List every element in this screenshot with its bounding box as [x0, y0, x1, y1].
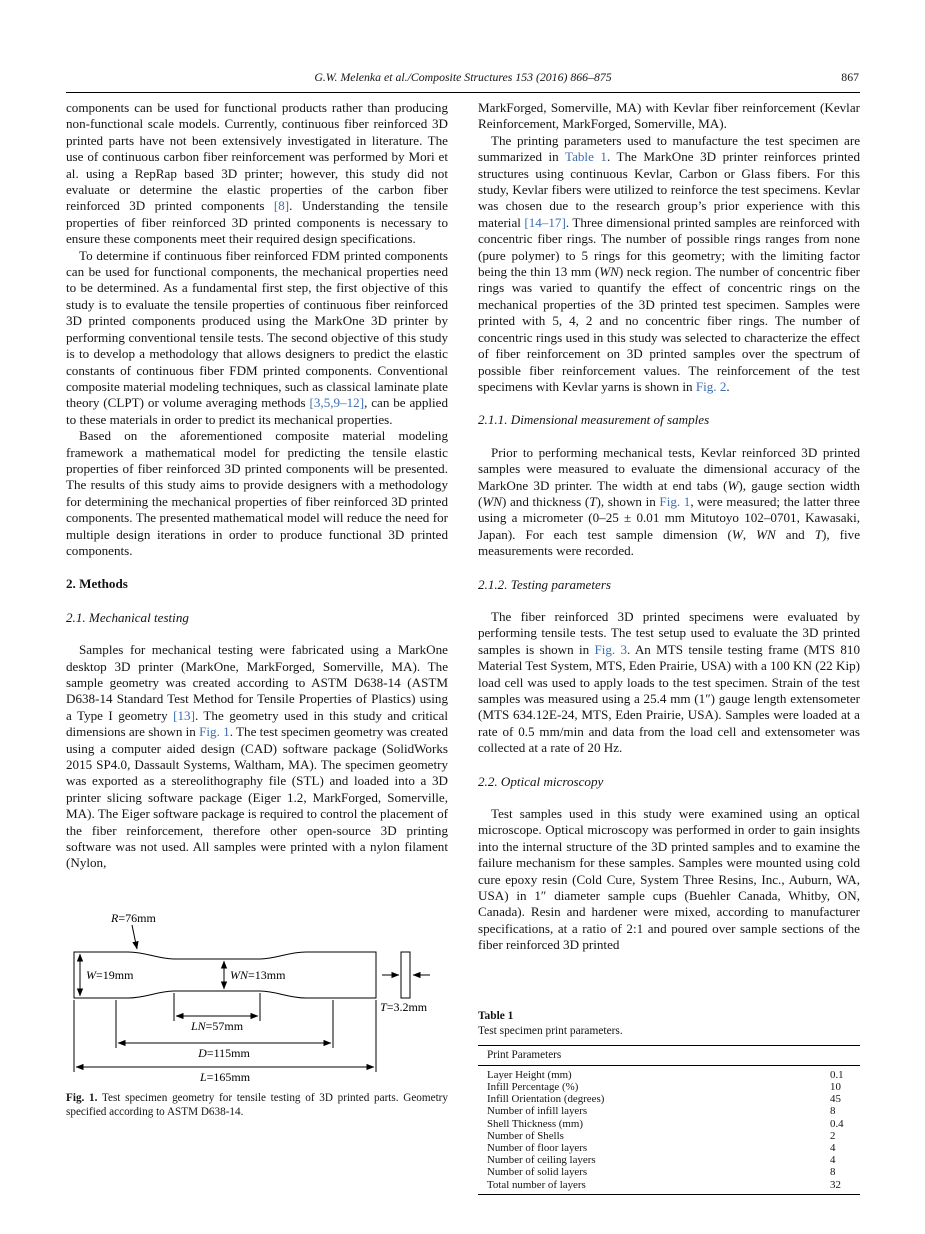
variable-symbol: T: [589, 493, 597, 509]
paragraph: [478, 100, 860, 133]
parameter-value-cell: 8: [830, 1166, 836, 1179]
variable-symbol: W: [727, 477, 739, 493]
right-column: [478, 100, 860, 1195]
table-row: [478, 1105, 860, 1117]
text-run: .: [726, 378, 730, 394]
citation-link[interactable]: Fig. 3: [594, 641, 628, 657]
text-run: and: [775, 526, 815, 542]
table-row: [478, 1154, 860, 1166]
parameter-name-cell: Number of solid layers: [487, 1166, 588, 1179]
parameter-name-cell: Layer Height (mm): [487, 1068, 572, 1081]
table-row: [478, 1130, 860, 1142]
text-run: To determine if continuous fiber reinforced FDM printed components can be used for functional components, the mechanical properties need to be determined. As a fundamental first step, the first objective of this study is to evaluate the tensile properties of continuous fiber reinforced 3D printed components produced using the MarkOne 3D printer by performing conventional tensile tests. The second objective of this study is to develop a methodology that allows designers to predict the elastic constants of continuous fiber FDM printed components. Conventional composite material modeling techniques, such as classical laminate plate theory (CLPT) or volume averaging methods: [66, 247, 448, 411]
text-run: . The MarkOne 3D printer reinforces printed structures using continuous Kevlar, Carbon or Glass fibers. For this study, Kevlar fibers were utilized to reinforce the test specimens. Kevlar was chosen due to the research group’s prior experience with this material: [478, 149, 860, 230]
paragraph: [478, 445, 860, 560]
subsection-heading: 2.1. Mechanical testing: [66, 609, 189, 625]
dim-label-W: W=19mm: [86, 967, 134, 982]
text-run: Test samples used in this study were examined using an optical microscope. Optical microscopy was performed in order to gain insights into the internal structure of the 3D printed samples and to examine the failure mechanism for these samples. Samples were mounted using cold cure epoxy resin (Cold Cure, System Three Resins, Inc., Auburn, WA, USA) in 1″ diameter sample cups (Buehler Canada, Whitby, ON, Canada). Resin and hardener were mixed, according to manufacturer specifications, at a ratio of 2:1 and poured over sample sections of the fiber reinforced 3D printed: [478, 806, 860, 953]
page-content: [66, 100, 860, 1195]
parameter-name-cell: Total number of layers: [487, 1178, 586, 1191]
text-run: The printing parameters used to manufacture the test specimen are summarized in: [478, 132, 860, 165]
variable-symbol: W: [731, 526, 743, 542]
text-run: Prior to performing mechanical tests, Kevlar reinforced 3D printed samples were measured to evaluate the dimensional accuracy of the MarkOne 3D printer. The width at end tabs (: [478, 444, 860, 493]
table-header-value: [830, 1045, 860, 1065]
text-run: . The geometry used in this study and critical dimensions are shown in: [66, 707, 449, 740]
text-run: ), five measurements were recorded.: [478, 526, 861, 559]
paragraph: [66, 642, 448, 872]
parameter-value-cell: 10: [830, 1080, 841, 1093]
table-body: [478, 1065, 860, 1194]
citation-link[interactable]: [14–17]: [524, 214, 566, 230]
parameter-value-cell: 8: [830, 1105, 836, 1118]
text-run: ), shown in: [596, 493, 660, 509]
running-head: [66, 70, 860, 93]
text-run: . An MTS tensile testing frame (MTS 810 Material Test System, MTS, Eden Prairie, USA) with a 100 KN (22 Kip) load cell was used to apply loads to the test specimen. Strain of the test samples was measured using a 25.4 mm (1″) gauge length extensometer (MTS 634.12E-24, MTS, Eden Prairie, USA). Samples were loaded at a rate of 0.5 mm/min and data from the load cell and extensometer was collected at a rate of 20 Hz.: [478, 641, 861, 756]
table-header-row: [478, 1045, 860, 1065]
parameter-name-cell: Number of ceiling layers: [487, 1154, 596, 1167]
parameter-name-cell: Number of floor layers: [487, 1141, 588, 1154]
parameter-name-cell: Infill Percentage (%): [487, 1080, 579, 1093]
page-number: 867: [841, 70, 859, 84]
table-row: [478, 1166, 860, 1178]
text-run: ,: [742, 526, 757, 542]
variable-symbol: WN: [756, 526, 776, 542]
figure-caption: [66, 1091, 448, 1119]
paragraph: [478, 609, 860, 757]
table-row: [478, 1118, 860, 1130]
citation-link[interactable]: Table 1: [564, 149, 607, 165]
table-1: [478, 1010, 860, 1195]
citation-link[interactable]: [13]: [173, 707, 195, 723]
variable-symbol: WN: [482, 493, 503, 509]
text-run: MarkForged, Somerville, MA) with Kevlar fiber reinforcement (Kevlar Reinforcement, MarkForged, Somerville, MA).: [478, 100, 860, 132]
parameter-value-cell: 4: [830, 1154, 836, 1167]
paragraph: [478, 133, 860, 396]
table-row: [478, 1142, 860, 1154]
text-run: The fiber reinforced 3D printed specimens were evaluated by performing tensile tests. The test setup used to evaluate the 3D printed samples is shown in: [478, 608, 860, 657]
paragraph: [66, 100, 448, 248]
table-row: [478, 1081, 860, 1093]
specimen-side-view: [401, 952, 410, 998]
dim-label-R: R=76mm: [111, 910, 156, 925]
parameter-value-cell: 0.4: [830, 1117, 844, 1130]
parameter-name-cell: Number of Shells: [487, 1129, 564, 1142]
parameter-value-cell: 32: [830, 1178, 841, 1191]
table-caption: Test specimen print parameters.: [478, 1024, 623, 1037]
print-parameters-table: [478, 1045, 860, 1195]
subsection-heading: 2.2. Optical microscopy: [478, 773, 604, 789]
citation-link[interactable]: Fig. 1: [199, 724, 230, 740]
text-run: . Understanding the tensile properties of fiber reinforced 3D printed components is necessary to ensure these components meet their required design specifications.: [66, 198, 448, 247]
table-row: [478, 1093, 860, 1105]
dim-label-T: T=3.2mm: [380, 999, 428, 1014]
table-title: Table 1: [478, 1009, 514, 1022]
parameter-value-cell: 0.1: [830, 1068, 844, 1081]
section-heading: 2. Methods: [66, 576, 128, 592]
figure-caption-label: Fig. 1.: [66, 1091, 98, 1104]
table-header-parameters: Print Parameters: [478, 1045, 830, 1065]
specimen-diagram: [66, 908, 448, 1086]
dim-label-L: L=165mm: [199, 1069, 251, 1084]
parameter-value-cell: 2: [830, 1129, 836, 1142]
running-title: G.W. Melenka et al./Composite Structures 153 (2016) 866–875: [314, 70, 612, 84]
citation-link[interactable]: [3,5,9–12]: [309, 395, 365, 411]
text-run: . The test specimen geometry was created using a computer aided design (CAD) software package (SolidWorks 2015 SP4.0, Dassault Systems, Waltham, MA). The specimen geometry was exported as a stereolithography file (STL) and loaded into a 3D printer slicing software package (Eiger 1.2, MarkForged, Somerville, MA). The Eiger software package is required to control the placement of the fiber reinforcement, therefore other open-source 3D printing software was not used. All samples were printed with a nylon filament (Nylon,: [66, 724, 449, 871]
dim-label-LN: LN=57mm: [190, 1018, 244, 1033]
table-row: [478, 1065, 860, 1081]
dim-label-D: D=115mm: [198, 1045, 250, 1060]
leader-line-R: [132, 925, 137, 949]
left-column: [66, 100, 448, 1119]
parameter-name-cell: Infill Orientation (degrees): [487, 1093, 605, 1106]
subsection-heading: 2.1.1. Dimensional measurement of samples: [478, 412, 710, 428]
paragraph: [478, 806, 860, 954]
parameter-name-cell: Number of infill layers: [487, 1105, 588, 1118]
text-run: ), gauge section width (: [478, 477, 860, 509]
text-run: , can be applied to these materials in order to predict its mechanical properties.: [66, 395, 448, 427]
text-run: Samples for mechanical testing were fabricated using a MarkOne desktop 3D printer (MarkOne, MarkForged, Somerville, MA). The sample geometry was created according to ASTM D638-14 (ASTM D638-14 Standard Test Method for Tensile Properties of Plastics) using a Type I geometry: [66, 642, 448, 723]
text-run: , were measured; the latter three using a micrometer (0–25 ± 0.01 mm Mitutoyo 102–0701, Kawasaki, Japan). For each test sample dimension (: [478, 493, 860, 542]
variable-symbol: WN: [599, 264, 619, 280]
paragraph: [66, 428, 448, 559]
text-run: ) and thickness (: [502, 493, 590, 509]
parameter-name-cell: Shell Thickness (mm): [487, 1117, 583, 1130]
table-row: [478, 1179, 860, 1195]
text-run: Based on the aforementioned composite material modeling framework a mathematical model for predicting the tensile elastic properties of fiber reinforced 3D printed components will be presented. The results of this study aims to provide designers with a methodology for determining the mechanical properties of fiber reinforced 3D printed components. The presented mathematical model will reduce the need for multiple design iterations in order to produce functional 3D printed components.: [66, 428, 448, 558]
paragraph: [66, 248, 448, 428]
citation-link[interactable]: [8]: [273, 198, 290, 214]
dim-label-WN: WN=13mm: [230, 967, 286, 982]
subsection-heading: 2.1.2. Testing parameters: [478, 576, 612, 592]
citation-link[interactable]: Fig. 2: [695, 378, 727, 394]
variable-symbol: T: [814, 526, 822, 542]
text-run: components can be used for functional products rather than producing non-functional scale models. Currently, continuous fiber reinforced 3D printed parts have not been extensively investigated in literature. The use of continuous carbon fiber reinforcement was performed by Mori et al. using a RepRap based 3D printer; however, this study did not evaluate or determine the elastic properties of the carbon fiber reinforced 3D printed components: [66, 100, 448, 214]
parameter-value-cell: 45: [830, 1093, 841, 1106]
text-run: ) neck region. The number of concentric fiber rings was varied to quantify the effect of concentric rings on the mechanical properties of the 3D printed test specimen. Samples were printed with 5, 4, 2 and no concentric fiber rings. The number of concentric rings used in this study was selected to characterize the effect of fiber reinforcement on 3D printed samples over the spectrum of possible fiber reinforcement values. The reinforcement of the test specimens with Kevlar yarns is shown in: [478, 264, 860, 394]
text-run: . Three dimensional printed samples are reinforced with concentric fiber rings. The number of possible rings ranges from none (pure polymer) to 5 rings for this geometry; with the limiting factor being the thin 13 mm (: [478, 214, 860, 280]
citation-link[interactable]: Fig. 1: [659, 493, 691, 509]
figure-1: [66, 908, 448, 1119]
figure-caption-text: Test specimen geometry for tensile testing of 3D printed parts. Geometry specified according to ASTM D638-14.: [66, 1091, 448, 1118]
parameter-value-cell: 4: [830, 1141, 836, 1154]
